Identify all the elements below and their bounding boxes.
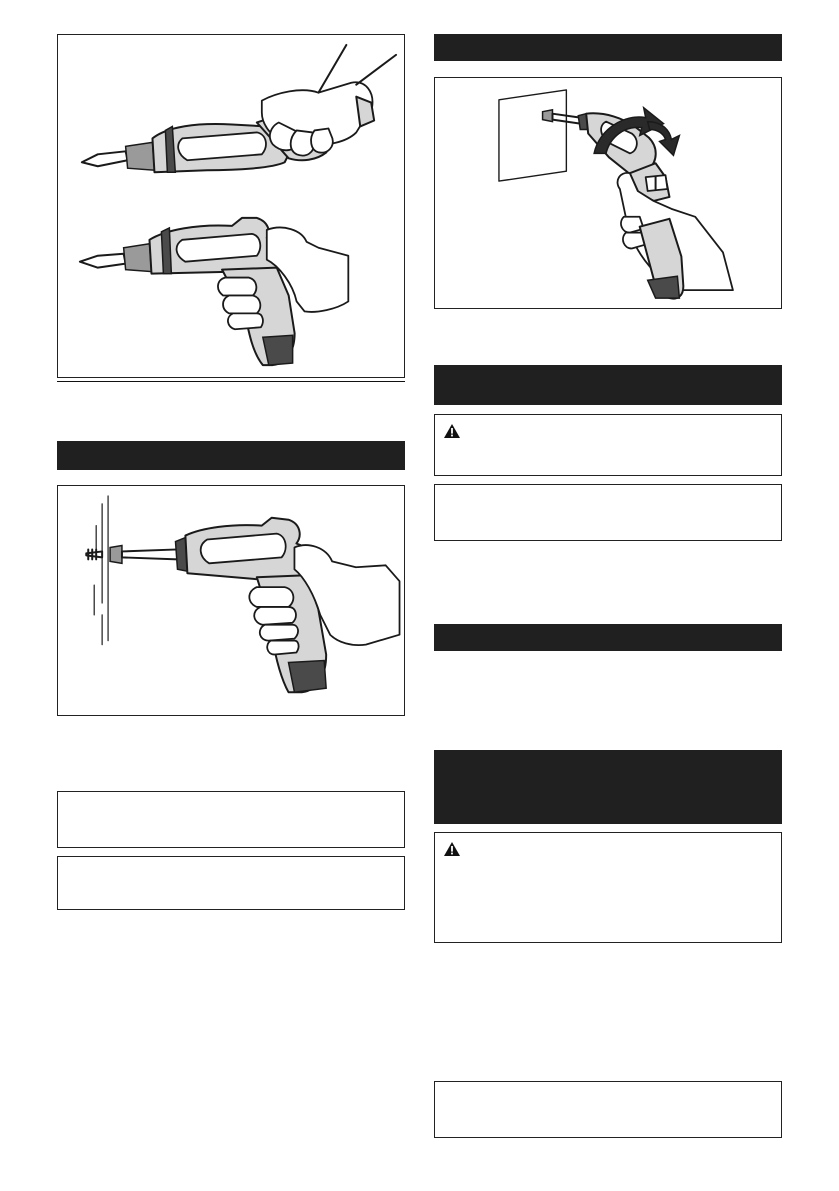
- section-header-bar: [434, 34, 782, 61]
- figure-grip-positions: [57, 34, 405, 378]
- note-box: [57, 856, 405, 910]
- warning-box: [434, 414, 782, 476]
- section-header-bar: [434, 365, 782, 405]
- screwdriver-icon: [175, 518, 326, 692]
- warning-triangle-icon: [443, 841, 461, 857]
- figure-manual-rotation: [434, 77, 782, 309]
- screw-icon: [86, 545, 177, 563]
- hand-icon: [262, 45, 396, 156]
- warning-triangle-icon: [443, 423, 461, 439]
- panel-icon: [499, 90, 566, 181]
- figure-screwdriving-wall: [57, 485, 405, 716]
- section-header-bar: [434, 624, 782, 651]
- note-box: [434, 484, 782, 541]
- manual-rotation-illustration: [435, 78, 781, 308]
- hand-icon: [618, 173, 733, 299]
- screwdriving-wall-illustration: [58, 486, 404, 715]
- warning-box: [434, 832, 782, 943]
- section-header-bar: [434, 750, 782, 824]
- note-box: [57, 791, 405, 848]
- note-box: [434, 1081, 782, 1138]
- screwdriver-grip-illustration: [58, 35, 404, 377]
- section-header-bar: [57, 441, 405, 470]
- figure-bottom-rule: [57, 381, 405, 382]
- wall-icon: [94, 496, 108, 645]
- screw-icon: [543, 110, 581, 124]
